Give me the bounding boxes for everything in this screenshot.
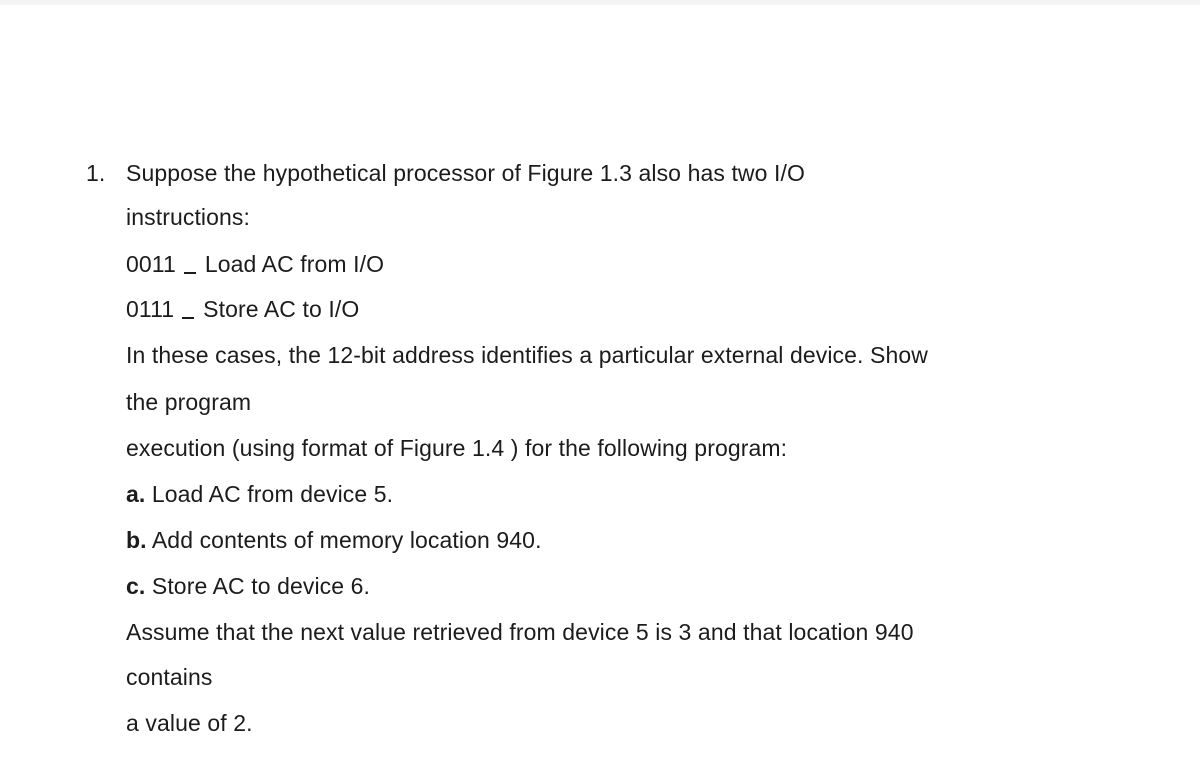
program-step-b [126,529,542,552]
instruction-store-ac [126,298,359,321]
step-label: a. [126,481,146,507]
question-number: 1. [86,160,106,186]
assumption-line-2: contains [126,664,213,690]
underscore-separator [182,317,194,319]
step-text: Store AC to device 6. [145,573,371,599]
instruction-description: Load AC from I/O [204,251,385,277]
program-step-c [126,575,370,598]
program-step-a [126,483,393,506]
question-intro-line-2: instructions: [126,204,251,230]
step-text: Add contents of memory location 940. [146,527,542,553]
body-line-1: In these cases, the 12-bit address identifies a particular external device. Show [126,342,928,368]
instruction-load-ac [126,253,384,276]
body-line-3: execution (using format of Figure 1.4 ) for the following program: [126,435,788,461]
step-text: Load AC from device 5. [145,481,394,507]
step-label: b. [126,527,147,553]
step-label: c. [126,573,146,599]
instruction-opcode: 0111 [126,296,175,322]
assumption-line-1: Assume that the next value retrieved from device 5 is 3 and that location 940 [126,619,914,645]
instruction-opcode: 0011 [126,251,176,277]
underscore-separator [184,272,196,274]
body-line-2: the program [126,389,252,415]
instruction-description: Store AC to I/O [203,296,360,322]
question-intro-line-1: Suppose the hypothetical processor of Figure 1.3 also has two I/O [126,160,805,186]
assumption-line-3: a value of 2. [126,710,253,736]
